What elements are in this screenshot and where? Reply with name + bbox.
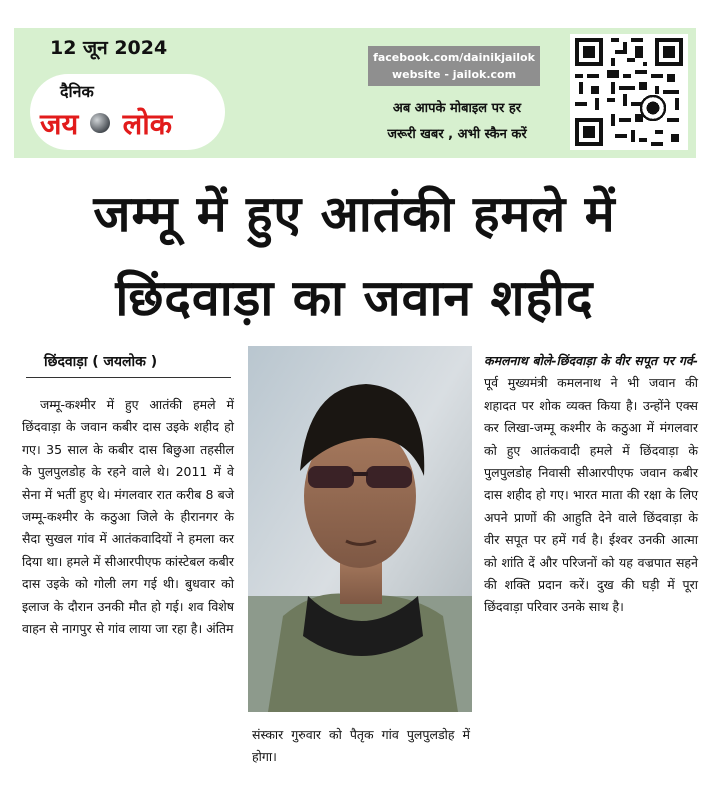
logo-word-lok: लोक [122, 107, 173, 141]
scan-promo-text [352, 96, 562, 148]
logo-word-jay: जय [40, 107, 79, 141]
social-links-box [368, 46, 540, 86]
logo-daily-label: दैनिक [60, 82, 94, 101]
article-dateline: छिंदवाड़ा ( जयलोक ) [26, 352, 231, 378]
headline-line-2: छिंदवाड़ा का जवान शहीद [115, 269, 594, 327]
website-link[interactable]: website - jailok.com [391, 68, 517, 81]
kamalnath-statement: पूर्व मुख्यमंत्री कमलनाथ ने भी जवान की शहादत पर शोक व्यक्त किया है। उन्होंने एक्स कर लिखा-जम्मू कश्मीर के कठुआ में मंगलवार को हुए आतंकवादी हमले में छिंदवाड़ा के पुलपुलडोह निवासी सीआरपीएफ जवान कबीर दास शहीद हो गए। भारत माता की रक्षा के लिए अपने प्राणों की आहुति देने वाले छिंदवाड़ा के वीर सपूत पर हमें गर्व है। ईश्वर उनकी आत्मा को शांति दें और परिजनों को यह वज्रपात सहने की शक्ति प्रदान करें। दुख की घड़ी में पूरा छिंदवाड़ा परिवार उनके साथ है। [484, 375, 698, 615]
article-body-left: जम्मू-कश्मीर में हुए आतंकी हमले में छिंदवाड़ा के जवान कबीर दास उइके शहीद हो गए। 35 साल के कबीर दास बिछुआ तहसील के पुलपुलडोह के रहने वाले थे। 2011 में वे सेना में भर्ती हुए थे। मंगलवार रात करीब 8 बजे जम्मू-कश्मीर के कठुआ जिले के हीरानगर के सैदा सुखल गांव में आतंकवादियों ने हमला कर दिया था। हमले में सीआरपीएफ कांस्टेबल कबीर दास उइके को गोली लग गई थी। बुधवार को इलाज के दौरान उनकी मौत हो गई। शव विशेष वाहन से नागपुर से गांव लाया जा रहा है। अंतिम [22, 397, 234, 637]
issue-date: 12 जून 2024 [50, 37, 168, 59]
headline-line-1: जम्मू में हुए आतंकी हमले में [93, 185, 616, 243]
globe-icon [90, 113, 110, 133]
facebook-link[interactable]: facebook.com/dainikjailok [373, 51, 535, 64]
photo-caption: संस्कार गुरुवार को पैतृक गांव पुलपुलडोह में होगा। [252, 727, 470, 764]
headline [0, 172, 709, 340]
masthead-logo [30, 74, 225, 150]
qr-code-icon[interactable] [570, 34, 688, 150]
scan-promo-line1: अब आपके मोबाइल पर हर [392, 101, 522, 116]
article-body-right [484, 350, 698, 619]
scan-promo-line2: जरूरी खबर , अभी स्कैन करें [387, 127, 527, 142]
subheading-kamalnath: कमलनाथ बोले-छिंदवाड़ा के वीर सपूत पर गर्व- [484, 353, 698, 368]
logo-wordmark [40, 104, 172, 143]
soldier-photo [248, 346, 472, 712]
